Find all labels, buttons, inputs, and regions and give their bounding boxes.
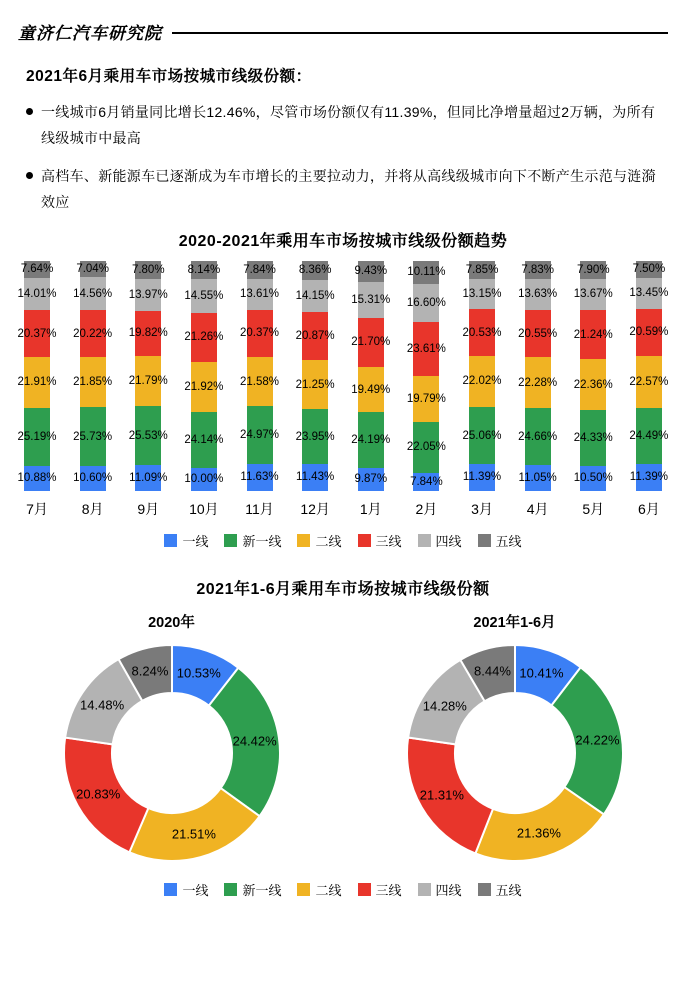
bar-segment-label: 11.39% [629, 471, 668, 484]
bar-segment-三线 [351, 318, 391, 368]
bar-segment-五线 [354, 261, 388, 283]
legend-item-新一线 [224, 531, 281, 550]
bar-segment-四线 [239, 279, 280, 310]
legend-swatch-icon [478, 534, 491, 547]
bar-segment-label: 21.58% [239, 375, 280, 388]
bar-segment-label: 21.25% [295, 378, 335, 391]
bar-segment-新一线 [629, 408, 669, 464]
bar-column [348, 261, 394, 491]
bar-segment-新一线 [351, 412, 391, 468]
stacked-bar-chart [0, 228, 686, 550]
bar-column [181, 261, 227, 491]
bar-segment-二线 [128, 356, 168, 406]
x-axis-tick: 1月 [359, 500, 382, 517]
bar-segment-label: 23.95% [295, 430, 335, 443]
bar-segment-label: 20.87% [295, 330, 335, 343]
bar-segment-一线 [73, 466, 113, 490]
donut-legend [0, 880, 686, 899]
donut-slice-label: 24.22% [575, 732, 620, 747]
bar-segment-label: 24.49% [629, 430, 669, 443]
donut-slice-label: 14.48% [80, 697, 125, 713]
bar-segment-label: 24.14% [184, 433, 224, 446]
bar-segment-三线 [128, 311, 168, 357]
bar-segment-label: 7.83% [521, 263, 554, 276]
list-item [26, 164, 660, 216]
bar-segment-三线 [518, 310, 558, 357]
bar-segment-一线 [354, 468, 388, 491]
bar-segment-二线 [184, 362, 224, 412]
bar-segment-二线 [17, 357, 57, 407]
bar-segment-四线 [629, 278, 669, 309]
donut-slice-label: 24.42% [232, 733, 277, 749]
bar-segment-label: 11.09% [129, 471, 168, 484]
bar-segment-label: 22.05% [406, 441, 446, 454]
bar-segment-新一线 [73, 407, 113, 466]
bar-segment-三线 [406, 322, 446, 376]
legend-swatch-icon [418, 534, 431, 547]
bar-segment-新一线 [239, 406, 280, 463]
bar-segment-一线 [17, 466, 57, 491]
bar-column [125, 261, 171, 491]
page-header [0, 0, 686, 48]
donut-slice-label: 10.41% [519, 665, 564, 681]
bar-segment-label: 22.02% [462, 375, 502, 388]
x-axis-tick: 9月 [137, 500, 160, 517]
bar-segment-label: 10.60% [73, 472, 113, 485]
brand-title: 童济仁汽车研究院 [18, 23, 162, 43]
bullet-icon [26, 172, 33, 179]
donut-slice-label: 21.36% [516, 825, 561, 841]
bar-column [626, 261, 672, 491]
x-axis-tick: 8月 [81, 500, 104, 517]
x-axis-tick: 11月 [245, 500, 274, 517]
bar-segment-label: 19.79% [406, 393, 446, 406]
intro-section [0, 48, 686, 216]
bar-segment-一线 [184, 468, 224, 491]
legend-swatch-icon [297, 883, 310, 896]
legend-swatch-icon [164, 534, 177, 547]
bar-segment-label: 15.31% [351, 293, 391, 306]
donut-subtitle: 2020年 [148, 614, 195, 631]
bar-segment-一线 [240, 464, 279, 491]
x-axis-tick: 12月 [300, 500, 330, 517]
bar-segment-五线 [521, 261, 554, 279]
chart-title: 2020-2021年乘用车市场按城市线级份额趋势 [178, 232, 508, 250]
bar-segment-label: 20.59% [629, 326, 669, 339]
x-axis-tick: 3月 [471, 500, 493, 517]
bar-segment-label: 7.90% [576, 263, 610, 276]
bar-segment-label: 8.14% [187, 263, 221, 276]
bar-segment-label: 7.50% [632, 263, 666, 276]
bar-segment-label: 9.87% [354, 473, 388, 486]
bar-segment-label: 13.45% [629, 287, 669, 300]
bar-column [459, 261, 505, 491]
bar-segment-五线 [407, 261, 446, 284]
donut-slice-label: 10.53% [176, 665, 221, 681]
bar-segment-新一线 [17, 408, 57, 466]
bar-segment-label: 7.84% [410, 475, 443, 488]
bar-column [403, 261, 449, 491]
bar-segment-三线 [17, 310, 57, 357]
bar-segment-label: 20.22% [73, 327, 113, 340]
bar-segment-二线 [629, 356, 669, 408]
legend-item-一线 [164, 880, 208, 899]
bar-segment-label: 7.80% [131, 263, 165, 276]
bar-segment-label: 9.43% [354, 265, 388, 278]
bar-segment-label: 25.06% [462, 429, 502, 442]
bar-segment-五线 [298, 261, 332, 280]
x-axis-tick: 7月 [26, 500, 48, 517]
bar-segment-三线 [73, 310, 113, 357]
bullet-text: 高档车、新能源车已逐渐成为车市增长的主要拉动力，并将从高线级城市向下不断产生示范与涟漪效应 [41, 167, 656, 210]
bar-segment-二线 [239, 357, 280, 407]
bar-segment-label: 19.49% [351, 383, 391, 396]
bar-segment-三线 [184, 313, 224, 362]
bar-segment-label: 24.66% [518, 430, 558, 443]
bar-segment-label: 21.91% [17, 376, 57, 389]
legend-swatch-icon [224, 534, 237, 547]
bar-segment-label: 22.36% [573, 378, 613, 391]
bar-segment-二线 [295, 360, 335, 409]
bar-segment-四线 [462, 279, 502, 309]
bullet-icon [26, 108, 33, 115]
bar-segment-label: 21.85% [73, 375, 113, 388]
bar-column [292, 261, 338, 491]
donut-section-title: 2021年1-6月乘用车市场按城市线级份额 [196, 580, 490, 598]
bar-segment-一线 [129, 465, 168, 491]
bar-segment-label: 25.53% [128, 429, 168, 442]
bar-segment-一线 [410, 473, 443, 491]
legend-label: 五线 [495, 882, 522, 898]
list-item [26, 100, 660, 152]
bar-segment-label: 13.15% [462, 287, 502, 300]
bar-column [70, 261, 116, 491]
bar-segment-新一线 [295, 409, 335, 464]
legend-item-新一线 [224, 880, 281, 899]
legend-swatch-icon [224, 883, 237, 896]
bar-segment-label: 13.61% [239, 288, 280, 301]
bar-segment-一线 [573, 466, 613, 490]
bar-segment-label: 10.11% [407, 266, 446, 279]
intro-title: 2021年6月乘用车市场按城市线级份额： [26, 68, 312, 85]
legend-label: 三线 [375, 882, 402, 898]
bar-segment-label: 11.39% [462, 471, 502, 484]
legend-swatch-icon [418, 883, 431, 896]
bar-segment-label: 7.84% [243, 263, 276, 276]
bar-plot-area [14, 261, 672, 491]
donut-slice-label: 8.44% [474, 663, 511, 679]
legend-item-四线 [418, 531, 462, 550]
bar-segment-label: 11.63% [240, 471, 279, 484]
bar-segment-一线 [296, 464, 335, 490]
bar-segment-四线 [518, 279, 558, 310]
bar-segment-五线 [76, 261, 109, 277]
bar-segment-四线 [351, 282, 391, 317]
bar-segment-label: 20.53% [462, 326, 502, 339]
bar-column [570, 261, 616, 491]
bar-segment-label: 11.43% [296, 471, 335, 484]
bar-segment-五线 [20, 261, 54, 279]
legend-label: 二线 [315, 533, 342, 549]
bar-segment-新一线 [184, 412, 224, 468]
bar-segment-label: 10.88% [17, 472, 57, 485]
bar-segment-五线 [243, 261, 276, 279]
bar-segment-新一线 [462, 407, 502, 465]
bar-segment-label: 11.05% [518, 471, 557, 484]
bar-segment-新一线 [128, 406, 168, 465]
bar-segment-新一线 [406, 422, 446, 473]
x-axis-tick: 10月 [189, 500, 219, 517]
donut-chart-section [0, 576, 686, 899]
bar-segment-四线 [295, 280, 335, 313]
bar-segment-label: 13.97% [128, 288, 168, 301]
bar-segment-三线 [629, 309, 669, 356]
bar-segment-二线 [573, 359, 613, 410]
donut-graphic [57, 638, 287, 868]
bar-segment-label: 25.19% [17, 430, 57, 443]
bar-segment-二线 [406, 376, 446, 422]
legend-label: 一线 [182, 882, 209, 898]
legend-swatch-icon [297, 534, 310, 547]
bar-segment-二线 [351, 367, 391, 412]
bar-segment-label: 10.00% [184, 473, 224, 486]
bar-segment-二线 [518, 357, 558, 408]
bar-segment-label: 21.79% [128, 375, 168, 388]
bar-segment-五线 [131, 261, 165, 279]
bar-segment-三线 [239, 310, 280, 357]
x-axis-tick: 6月 [637, 500, 660, 517]
bar-segment-四线 [406, 284, 446, 322]
bar-segment-二线 [462, 356, 502, 407]
chart-legend [0, 531, 686, 550]
bar-segment-label: 22.57% [629, 376, 669, 389]
legend-item-二线 [297, 531, 341, 550]
donut-chart-2020 [22, 611, 322, 868]
bar-segment-label: 24.19% [351, 434, 391, 447]
legend-item-二线 [297, 880, 341, 899]
legend-label: 四线 [435, 533, 462, 549]
legend-label: 四线 [435, 882, 462, 898]
bar-column [515, 261, 561, 491]
bar-segment-label: 19.82% [128, 327, 168, 340]
bar-segment-label: 21.26% [184, 331, 224, 344]
bar-segment-label: 14.15% [295, 290, 335, 303]
bar-segment-一线 [629, 464, 668, 490]
x-axis-tick: 2月 [415, 500, 438, 517]
legend-label: 三线 [375, 533, 402, 549]
legend-swatch-icon [358, 883, 371, 896]
bar-segment-三线 [295, 312, 335, 360]
donut-chart-2021 [365, 611, 665, 868]
bar-segment-label: 20.55% [518, 327, 558, 340]
legend-label: 一线 [182, 533, 209, 549]
x-axis-tick: 4月 [526, 500, 549, 517]
x-axis-labels [14, 499, 672, 519]
donut-slice-label: 21.31% [419, 787, 464, 803]
bar-segment-新一线 [573, 410, 613, 466]
legend-item-四线 [418, 880, 462, 899]
bar-segment-label: 14.56% [73, 287, 113, 300]
bar-segment-label: 13.63% [518, 288, 558, 301]
bar-segment-label: 24.33% [573, 432, 613, 445]
bar-segment-一线 [518, 465, 557, 490]
bar-segment-label: 21.92% [184, 380, 224, 393]
bar-segment-label: 21.24% [573, 328, 613, 341]
bar-segment-四线 [17, 278, 57, 310]
bar-segment-二线 [73, 357, 113, 407]
bar-segment-label: 20.37% [239, 327, 280, 340]
legend-swatch-icon [358, 534, 371, 547]
bar-segment-label: 25.73% [73, 430, 113, 443]
donut-subtitle: 2021年1-6月 [473, 614, 556, 631]
donut-slice-label: 8.24% [131, 663, 169, 679]
bar-segment-label: 22.28% [518, 376, 558, 389]
bar-segment-新一线 [518, 408, 558, 465]
legend-item-五线 [478, 880, 522, 899]
bar-segment-五线 [576, 261, 610, 279]
bar-segment-label: 7.85% [465, 263, 499, 276]
donut-slice-label: 20.83% [76, 786, 121, 802]
legend-item-一线 [164, 531, 208, 550]
bar-segment-五线 [632, 261, 666, 278]
bar-segment-三线 [573, 310, 613, 359]
bar-segment-label: 13.67% [573, 288, 613, 301]
bar-segment-四线 [184, 279, 224, 312]
bar-segment-四线 [573, 279, 613, 310]
bar-segment-label: 23.61% [406, 343, 446, 356]
x-axis-tick: 5月 [582, 500, 605, 517]
bar-segment-label: 8.36% [298, 264, 332, 277]
bullet-text: 一线城市6月销量同比增长12.46%，尽管市场份额仅有11.39%，但同比净增量超过2万辆，为所有线级城市中最高 [41, 104, 656, 146]
bar-segment-label: 7.64% [20, 263, 54, 276]
bar-segment-四线 [128, 279, 168, 311]
donut-graphic [400, 638, 630, 868]
bar-segment-五线 [465, 261, 499, 279]
donut-svg [400, 638, 630, 868]
bar-segment-label: 14.01% [17, 288, 57, 301]
legend-item-五线 [478, 531, 522, 550]
legend-item-三线 [358, 531, 402, 550]
bar-column [237, 261, 283, 491]
bar-segment-label: 7.04% [76, 262, 109, 275]
bar-segment-label: 20.37% [17, 327, 57, 340]
legend-swatch-icon [478, 883, 491, 896]
bar-segment-label: 16.60% [406, 296, 446, 309]
bar-segment-五线 [187, 261, 221, 280]
legend-label: 新一线 [242, 882, 282, 898]
donut-slice-label: 21.51% [171, 826, 216, 842]
bar-segment-三线 [462, 309, 502, 356]
bar-segment-一线 [462, 464, 502, 490]
bar-segment-label: 21.70% [351, 336, 391, 349]
donut-slice-label: 14.28% [422, 698, 467, 714]
legend-label: 新一线 [242, 533, 282, 549]
bar-column [14, 261, 60, 491]
legend-item-三线 [358, 880, 402, 899]
bar-segment-四线 [73, 277, 113, 310]
bar-segment-label: 10.50% [573, 472, 613, 485]
legend-label: 二线 [315, 882, 342, 898]
legend-label: 五线 [495, 533, 522, 549]
bar-segment-label: 24.97% [239, 429, 280, 442]
header-divider [172, 32, 668, 34]
bar-segment-label: 14.55% [184, 290, 224, 303]
legend-swatch-icon [164, 883, 177, 896]
